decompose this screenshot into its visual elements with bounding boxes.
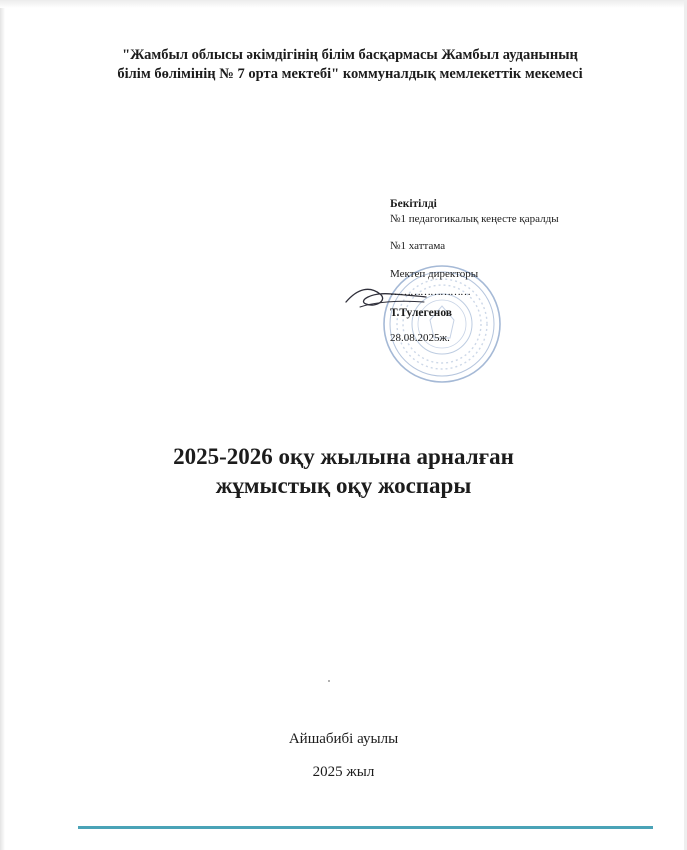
institution-header bbox=[40, 46, 660, 84]
protocol-number: №1 хаттама bbox=[390, 240, 446, 252]
village-name: Айшабибі ауылы bbox=[288, 731, 399, 747]
approval-date: 28.08.2025ж. bbox=[390, 332, 450, 344]
scan-speck bbox=[328, 680, 330, 682]
scan-top-edge bbox=[0, 0, 687, 8]
bottom-accent-line bbox=[78, 826, 653, 829]
document-title-line-1: 2025-2026 оқу жылына арналған bbox=[173, 444, 514, 469]
document-year: 2025 жыл bbox=[312, 764, 375, 780]
director-title: Мектеп директоры bbox=[390, 268, 479, 280]
scan-left-edge bbox=[0, 0, 5, 850]
institution-header-line-2: білім бөлімінің № 7 орта мектебі" коммуналдық мемлекеттік мекемесі bbox=[117, 66, 583, 82]
document-title-line-2: жұмыстық оқу жоспары bbox=[215, 473, 472, 498]
institution-header-line-1: "Жамбыл облысы әкімдігінің білім басқармасы Жамбыл ауданының bbox=[122, 47, 578, 63]
approved-label: Бекітілді bbox=[390, 198, 437, 210]
document-title bbox=[60, 442, 627, 500]
signature-line: …………………… bbox=[390, 286, 470, 298]
council-note: №1 педагогикалық кеңесте қаралды bbox=[390, 213, 559, 225]
director-name: Т.Тулегенов bbox=[390, 307, 452, 319]
